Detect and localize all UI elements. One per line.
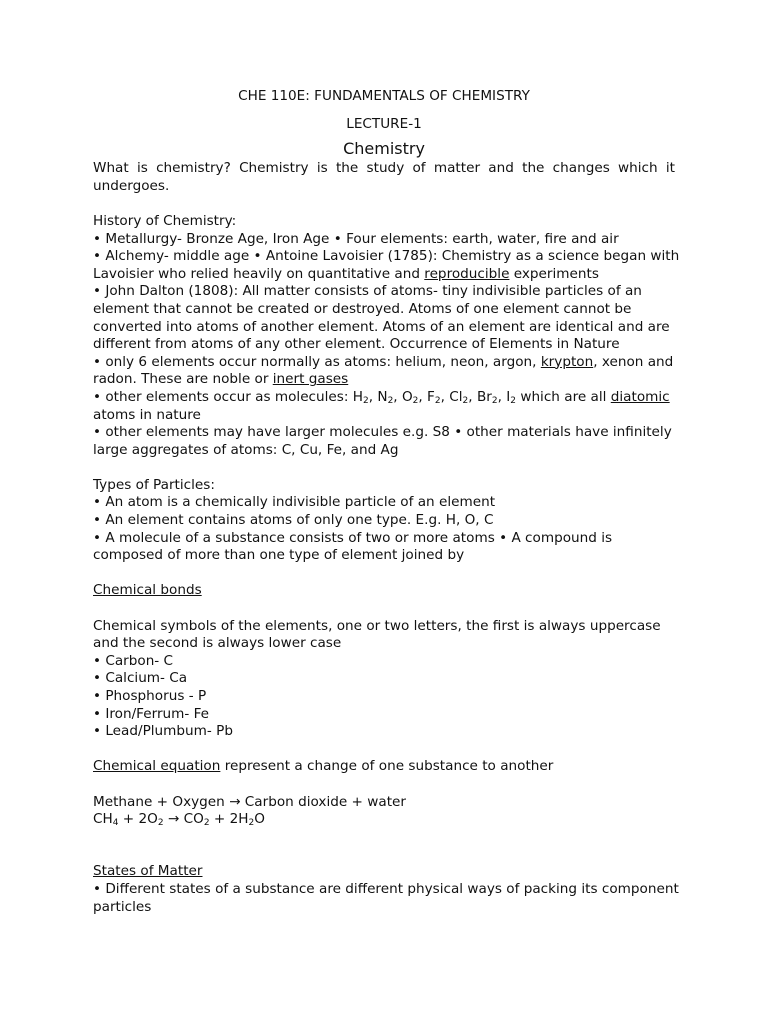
states-line: particles [93, 898, 152, 915]
history-line: • Alchemy- middle age • Antoine Lavoisier (1785): Chemistry as a science began with [93, 248, 680, 265]
list-item: • Carbon- C [93, 652, 174, 669]
history-line: converted into atoms of another element. Atoms of an element are identical and are [93, 318, 670, 335]
history-line: • other elements occur as molecules: $H_2$, $N_2$, $O_2$, $F_2$, $Cl_2$, $Br_2$, $I_2$ which are all diatomic [93, 388, 670, 406]
particles-line: • A molecule of a substance consists of two or more atoms • A compound is [93, 529, 613, 546]
history-line: large aggregates of atoms: C, Cu, Fe, and Ag [93, 441, 399, 458]
list-item: • Iron/Ferrum- Fe [93, 705, 210, 722]
bonds-title: Chemical bonds [93, 582, 202, 599]
page-heading: Chemistry [343, 139, 425, 159]
particles-line: • An atom is a chemically indivisible particle of an element [93, 494, 496, 511]
history-line: • Metallurgy- Bronze Age, Iron Age • Four elements: earth, water, fire and air [93, 230, 619, 247]
equation-title: Chemical equation [93, 758, 221, 775]
particles-line: composed of more than one type of element joined by [93, 547, 465, 564]
bonds-line: and the second is always lower case [93, 635, 342, 652]
underlined-term: krypton [540, 353, 594, 370]
states-line: • Different states of a substance are different physical ways of packing its component [93, 880, 679, 897]
list-item: • Phosphorus - P [93, 688, 207, 704]
course-title: CHE 110E: FUNDAMENTALS OF CHEMISTRY [238, 88, 530, 104]
lecture-number: LECTURE-1 [346, 115, 422, 132]
equation-line: Chemical equation represent a change of one substance to another [93, 758, 554, 775]
history-line: Lavoisier who relied heavily on quantitative and reproducible experiments [93, 265, 599, 282]
history-line: • other elements may have larger molecules e.g. S8 • other materials have infinitely [93, 424, 672, 441]
list-item: • Lead/Plumbum- Pb [93, 723, 233, 740]
equation-formula: $CH_4 + 2O_2 \to CO_2 + 2H_2O$ [93, 811, 265, 829]
history-line: • only 6 elements occur normally as atoms: helium, neon, argon, krypton, xenon and [93, 353, 674, 370]
history-title: History of Chemistry: [93, 212, 237, 229]
document-body [93, 86, 680, 916]
history-line: atoms in nature [93, 406, 201, 423]
equation-words: Methane + Oxygen → Carbon dioxide + water [93, 793, 406, 810]
history-line: element that cannot be created or destroyed. Atoms of one element cannot be [93, 300, 632, 317]
bonds-line: Chemical symbols of the elements, one or two letters, the first is always uppercase [93, 617, 661, 634]
particles-title: Types of Particles: [93, 476, 215, 493]
history-line: radon. These are noble or inert gases [93, 371, 349, 388]
particles-line: • An element contains atoms of only one type. E.g. H, O, C [93, 512, 494, 529]
list-item: • Calcium- Ca [93, 670, 188, 687]
history-line: • John Dalton (1808): All matter consists of atoms- tiny indivisible particles of an [93, 283, 642, 300]
intro-paragraph: What is chemistry? Chemistry is the study of matter and the changes which it undergoes. [93, 160, 675, 194]
underlined-term: diatomic [610, 388, 670, 405]
states-title: States of Matter [93, 863, 203, 880]
history-line: different from atoms of any other element. Occurrence of Elements in Nature [93, 336, 620, 353]
underlined-term: inert gases [272, 371, 349, 388]
underlined-term: reproducible [424, 265, 510, 282]
